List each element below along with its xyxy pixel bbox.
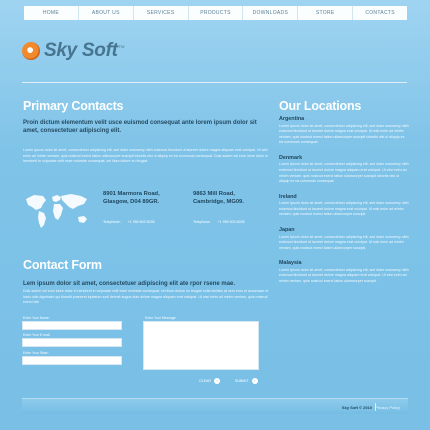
submit-button-label: SUBMIT bbox=[235, 379, 249, 383]
location-malaysia bbox=[279, 260, 409, 284]
email-label: Enter Your E-mail: bbox=[23, 333, 51, 337]
address-1-line1: 8901 Marmora Road, bbox=[103, 191, 160, 197]
contact-form-text: Duis autem vel eum iriure dolor in hendrerit in vulputate velit esse molestie consequat, vel illum dolore eu feugiat nulla facilisis at vero eros et accumsan et iusto odio dignissim qui blandit praesent luptatum zzril delenit augue duis dolore magna aliquam erat volutpat. Ut wisi enim ad minim veniam, quis nostrud exerci tati. bbox=[23, 289, 269, 305]
location-text: Lorem ipsum dolor sit amet, consectetuer adipiscing elit, sed diam nonummy nibh euismod tincidunt ut laoreet dolore magna erat volutpat. Ut wisi enim ad minim veniam, quis nostrud exerci tation ullamcorper suscipit. bbox=[279, 201, 409, 217]
location-name: Ireland bbox=[279, 193, 297, 200]
address-2-telephone-value: +1 959 603 6035 bbox=[217, 220, 245, 224]
location-text: Lorem ipsum dolor sit amet, consectetuer adipiscing elit, sed diam nonummy nibh euismod tincidunt ut laoreet dolore magna aliquam erat volutpat. Ut wisi enim ad minim veniam, quis nostrud exerci tation ullamcorper suscipit. bbox=[279, 267, 409, 283]
clear-button-label: CLEAR bbox=[199, 379, 211, 383]
message-label: Enter Your Message: bbox=[145, 316, 177, 320]
our-locations-title: Our Locations bbox=[279, 99, 362, 113]
location-name: Denmark bbox=[279, 154, 303, 161]
privacy-policy-link[interactable]: Privacy Policy bbox=[375, 405, 400, 410]
address-2-line1: 9863 Mill Road, bbox=[193, 191, 235, 197]
primary-contacts-lead: Proin dictum elementum velit usce euismod consequat ante lorem ipsum dolor sit amet, consectetuer adipiscing elit. bbox=[23, 120, 257, 134]
location-name: Japan bbox=[279, 227, 295, 234]
location-text: Lorem ipsum dolor sit amet, consectetuer adipiscing elit, sed diam nonummy nibh euismod tincidunt ut laoreet dolore magna erat volutpat. Ut wisi enim ad minim veniam, quis nostrud exerci tation ullamcorper suscipit. bbox=[279, 234, 409, 250]
contact-form-title: Contact Form bbox=[23, 258, 102, 272]
locations-list bbox=[279, 116, 409, 294]
nav-item-products[interactable]: PRODUCTS bbox=[189, 6, 244, 20]
primary-contacts-title: Primary Contacts bbox=[23, 99, 124, 113]
location-text: Lorem ipsum dolor sit amet, consectetuer adipiscing elit, sed diam nonummy nibh euismod tincidunt ut laoreet dolore magna erat volutpat. Ut wisi enim ad minim veniam, quis nostrud exerci tation ullamcorper suscipit lobortis nisl ut aliquip ex ea commodo consequat. bbox=[279, 123, 409, 145]
arrow-right-icon: › bbox=[214, 378, 220, 384]
location-japan bbox=[279, 227, 409, 251]
location-argentina bbox=[279, 116, 409, 146]
address-1-line2: Glasgow, D04 89GR. bbox=[103, 198, 160, 205]
address-1-telephone-label: Telephone: bbox=[103, 220, 121, 224]
email-input[interactable] bbox=[22, 338, 122, 347]
state-input[interactable] bbox=[22, 356, 122, 365]
nav-item-home[interactable]: HOME bbox=[24, 6, 79, 20]
world-map-icon bbox=[23, 190, 93, 230]
footer bbox=[22, 398, 408, 414]
address-1 bbox=[103, 191, 160, 206]
nav-item-downloads[interactable]: DOWNLOADS bbox=[243, 6, 298, 20]
location-denmark bbox=[279, 155, 409, 185]
primary-contacts-text: Lorem ipsum dolor sit amet, consectetuer adipiscing elit, sed diam nonummy nibh euismod tincidunt ut laoreet dolore magna aliquam erat volutpat. Ut wisi enim ad minim veniam, quis nostrud exerci tation ullamcorper suscipit lobortis nisl ut aliquip ex ea commodo consequat. Duis autem vel eum iriure dolor in hendrerit in vulputate velit esse molestie consequat, vel illum dolore eu feugiat. bbox=[23, 148, 268, 164]
address-2-line2: Cambridge, MG09. bbox=[193, 198, 244, 205]
location-name: Malaysia bbox=[279, 260, 302, 267]
clear-button[interactable] bbox=[199, 378, 220, 384]
nav-item-services[interactable]: SERVICES bbox=[134, 6, 189, 20]
nav-item-store[interactable]: STORE bbox=[298, 6, 353, 20]
name-label: Enter Your Name: bbox=[23, 316, 50, 320]
header-divider bbox=[22, 82, 407, 83]
logo[interactable] bbox=[22, 40, 124, 62]
location-text: Lorem ipsum dolor sit amet, consectetuer adipiscing elit, sed diam nonummy nibh euismod tincidunt ut laoreet dolore magna aliquam erat volutpat. Ut wisi enim ad minim veniam, quis nostrud exerci tation ullamcorper suscipit lobortis nisl ut aliquip ex ea commodo consequat. bbox=[279, 162, 409, 184]
location-ireland bbox=[279, 194, 409, 218]
address-2 bbox=[193, 191, 244, 206]
message-textarea[interactable] bbox=[143, 321, 259, 370]
top-navigation bbox=[24, 6, 407, 20]
address-1-email-link[interactable]: mail@companyname.com bbox=[103, 228, 145, 232]
address-1-telephone-value: +1 959 603 6035 bbox=[127, 220, 155, 224]
nav-item-about-us[interactable]: ABOUT US bbox=[79, 6, 134, 20]
address-2-telephone bbox=[193, 220, 245, 224]
state-label: Enter Your State: bbox=[23, 351, 49, 355]
footer-copyright: Sky Soft © 2010 bbox=[341, 405, 372, 410]
logo-trademark: TM bbox=[118, 43, 125, 49]
submit-button[interactable] bbox=[235, 378, 258, 384]
nav-item-contacts[interactable]: CONTACTS bbox=[365, 10, 395, 16]
contact-form-lead: Lem ipsum dolor sit amet, consectetuer adipiscing elit ate rpor rsene mae. bbox=[23, 281, 236, 287]
location-name: Argentina bbox=[279, 116, 305, 122]
address-2-telephone-label: Telephone: bbox=[193, 220, 211, 224]
logo-text: Sky Soft bbox=[44, 40, 118, 61]
logo-mark-icon bbox=[22, 42, 40, 60]
address-1-telephone bbox=[103, 220, 155, 224]
arrow-right-icon: › bbox=[252, 378, 258, 384]
name-input[interactable] bbox=[22, 321, 122, 330]
address-2-email-link[interactable]: mail@companyname.com bbox=[193, 228, 235, 232]
